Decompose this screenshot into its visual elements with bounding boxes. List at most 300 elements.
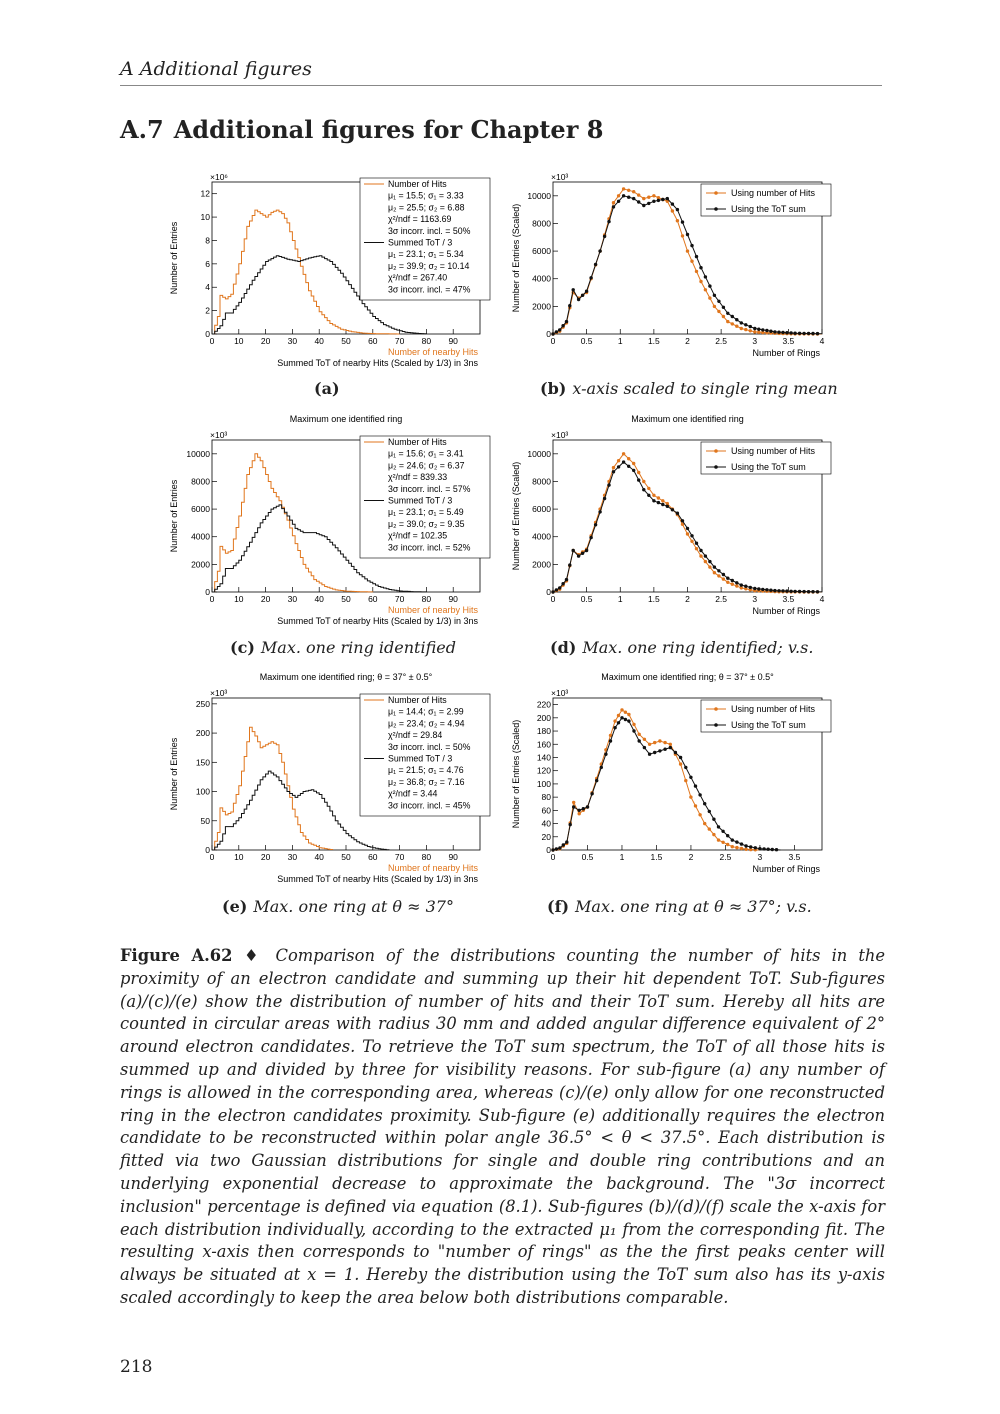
- series-tot-point: [758, 847, 761, 850]
- x-tick-label: 1: [617, 336, 623, 346]
- plot-title: Maximum one identified ring: [631, 414, 744, 424]
- legend-entry: μ₁ = 23.1; σ₁ = 5.34: [388, 249, 464, 260]
- x-tick-label: 3: [752, 336, 758, 346]
- legend-marker: [714, 191, 718, 195]
- x-tick-label: 0: [209, 852, 215, 862]
- y-tick-label: 250: [195, 698, 210, 709]
- series-tot-point: [637, 200, 640, 203]
- y-tick-label: 10000: [527, 448, 551, 459]
- series-hits-point: [652, 194, 655, 197]
- series-tot-point: [689, 776, 692, 779]
- x-tick-label: 70: [394, 852, 405, 862]
- legend-marker: [714, 449, 718, 453]
- series-tot-point: [713, 565, 716, 568]
- legend-entry: μ₁ = 23.1; σ₁ = 5.49: [388, 507, 464, 518]
- series-tot-point: [757, 328, 760, 331]
- x-axis-label-hits: Number of nearby Hits: [387, 605, 478, 615]
- series-tot-point: [577, 554, 580, 557]
- series-tot-point: [769, 330, 772, 333]
- y-tick-label: 0: [205, 587, 210, 597]
- series-hits-point: [679, 762, 682, 765]
- series-tot-point: [749, 586, 752, 589]
- y-tick-label: 160: [536, 739, 551, 750]
- series-tot-point: [740, 842, 743, 845]
- series-tot-point: [793, 590, 796, 593]
- series-tot-point: [582, 807, 585, 810]
- series-tot-point: [669, 746, 672, 749]
- series-tot-point: [726, 834, 729, 837]
- series-hits-point: [698, 813, 701, 816]
- series-tot-point: [721, 830, 724, 833]
- series-tot-point: [572, 805, 575, 808]
- series-tot-point: [773, 589, 776, 592]
- series-tot-point: [699, 549, 702, 552]
- series-tot-point: [607, 483, 610, 486]
- series-tot-point: [569, 823, 572, 826]
- subcaption-b-text: x-axis scaled to single ring mean: [572, 379, 838, 398]
- x-tick-label: 1: [619, 852, 625, 862]
- x-axis-label: Number of Rings: [752, 606, 820, 616]
- series-hits-point: [695, 270, 698, 273]
- y-tick-label: 200: [195, 728, 210, 739]
- series-hits-point: [676, 219, 679, 222]
- series-tot-point: [600, 766, 603, 769]
- series-tot-point: [565, 840, 568, 843]
- figure-panel-f: [510, 670, 840, 888]
- series-tot-point: [753, 587, 756, 590]
- series-hits-point: [717, 838, 720, 841]
- series-tot-point: [690, 244, 693, 247]
- y-tick-label: 120: [536, 765, 551, 776]
- series-hits-point: [704, 288, 707, 291]
- series-tot-point: [757, 587, 760, 590]
- running-head: A Additional figures: [120, 58, 312, 80]
- series-tot-point: [607, 220, 610, 223]
- figure-panel-b: [510, 170, 840, 370]
- series-hits-point: [712, 833, 715, 836]
- series-hits-point: [713, 571, 716, 574]
- series-tot-point: [595, 779, 598, 782]
- x-tick-label: 2: [688, 852, 694, 862]
- series-tot-point: [679, 756, 682, 759]
- y-tick-label: 100: [536, 778, 551, 789]
- y-axis-label: Number of Entries (Scaled): [511, 461, 521, 571]
- series-tot-point: [749, 845, 752, 848]
- x-tick-label: 60: [368, 594, 378, 604]
- series-tot-point: [666, 197, 669, 200]
- series-hits-point: [642, 197, 645, 200]
- series-tot-point: [785, 331, 788, 334]
- caption-lead: Figure A.62 ♦: [120, 946, 265, 965]
- series-tot-point: [622, 460, 625, 463]
- series-tot-point: [627, 196, 630, 199]
- series-tot-point: [753, 327, 756, 330]
- x-tick-label: 50: [341, 336, 351, 346]
- series-hits-point: [686, 249, 689, 252]
- section-title: [120, 115, 613, 144]
- series-tot-line: [553, 718, 781, 850]
- y-tick-label: 60: [541, 805, 551, 816]
- subcaption-e-label: (e): [222, 897, 248, 916]
- series-tot-point: [735, 318, 738, 321]
- x-axis-label: Number of Rings: [752, 348, 820, 358]
- series-hits-point: [735, 584, 738, 587]
- y-tick-label: 50: [200, 815, 210, 826]
- legend-entry: μ₁ = 21.5; σ₁ = 4.76: [388, 765, 464, 776]
- series-tot-point: [765, 329, 768, 332]
- legend-entry: Number of Hits: [388, 695, 447, 705]
- series-tot-point: [585, 290, 588, 293]
- series-tot-line: [553, 196, 822, 334]
- series-tot-point: [589, 276, 592, 279]
- series-hits-point: [642, 480, 645, 483]
- x-tick-label: 3: [752, 594, 758, 604]
- series-tot-point: [777, 589, 780, 592]
- series-hits-point: [684, 779, 687, 782]
- x-tick-label: 30: [287, 594, 298, 604]
- series-tot-point: [681, 519, 684, 522]
- y-tick-label: 0: [205, 329, 210, 339]
- plot-title: Maximum one identified ring; θ = 37° ± 0.5°: [259, 672, 433, 682]
- legend-entry: Number of Hits: [388, 437, 447, 447]
- series-tot-point: [637, 478, 640, 481]
- series-tot-point: [695, 542, 698, 545]
- plot-title: Maximum one identified ring; θ = 37° ± 0.5°: [601, 672, 774, 682]
- y-tick-label: 10000: [186, 448, 210, 459]
- legend-entry: Number of Hits: [388, 179, 447, 189]
- x-tick-label: 1: [617, 594, 623, 604]
- y-tick-label: 6000: [532, 504, 551, 515]
- series-hits-point: [617, 194, 620, 197]
- series-hits-point: [695, 547, 698, 550]
- series-tot-point: [690, 534, 693, 537]
- series-tot-point: [717, 569, 720, 572]
- x-tick-label: 0.5: [580, 336, 593, 346]
- x-tick-label: 50: [341, 852, 351, 862]
- y-tick-label: 180: [536, 726, 551, 737]
- series-hits-point: [632, 723, 635, 726]
- x-tick-label: 10: [234, 336, 244, 346]
- y-tick-label: 220: [536, 699, 551, 710]
- series-tot-point: [638, 739, 641, 742]
- series-tot-point: [798, 332, 801, 335]
- y-axis-label: Number of Entries: [169, 737, 179, 811]
- subcaption-f: [547, 897, 812, 916]
- section-heading: Additional figures for Chapter 8: [173, 115, 604, 144]
- x-tick-label: 4: [819, 594, 825, 604]
- series-tot-point: [648, 753, 651, 756]
- axis-exponent: ×10⁶: [210, 172, 228, 182]
- series-tot-point: [632, 469, 635, 472]
- y-tick-label: 100: [195, 786, 210, 797]
- y-tick-label: 4000: [532, 273, 551, 284]
- legend-entry: μ₂ = 24.6; σ₂ = 6.37: [388, 460, 465, 471]
- x-tick-label: 0: [550, 594, 556, 604]
- series-tot-point: [754, 846, 757, 849]
- series-tot-point: [785, 589, 788, 592]
- series-hits-point: [703, 822, 706, 825]
- x-tick-label: 4: [819, 336, 825, 346]
- series-tot-point: [642, 204, 645, 207]
- x-tick-label: 90: [448, 336, 458, 346]
- series-tot-point: [773, 330, 776, 333]
- series-hits-point: [671, 209, 674, 212]
- series-tot-point: [717, 300, 720, 303]
- series-hits-point: [735, 325, 738, 328]
- series-tot-point: [578, 809, 581, 812]
- series-tot-point: [740, 321, 743, 324]
- subcaption-f-text: Max. one ring at θ ≈ 37°; v.s.: [575, 897, 812, 916]
- series-hits-point: [731, 845, 734, 848]
- series-tot-point: [617, 721, 620, 724]
- y-tick-label: 4: [205, 282, 210, 293]
- figure-panel-d: [510, 412, 840, 630]
- x-tick-label: 1.5: [647, 594, 660, 604]
- x-tick-label: 20: [260, 852, 271, 862]
- axis-exponent: ×10³: [551, 688, 569, 698]
- y-axis-label: Number of Entries: [169, 221, 179, 295]
- series-hits-point: [731, 322, 734, 325]
- y-tick-label: 10: [200, 212, 210, 223]
- header-rule: [120, 85, 882, 86]
- series-tot-point: [798, 590, 801, 593]
- series-hits-point: [627, 457, 630, 460]
- y-tick-label: 4000: [191, 531, 210, 542]
- series-tot-point: [767, 848, 770, 851]
- x-tick-label: 10: [234, 852, 244, 862]
- legend-entry: μ₂ = 39.9; σ₂ = 10.14: [388, 260, 470, 271]
- y-tick-label: 20: [541, 831, 551, 842]
- subcaption-c: [230, 638, 456, 657]
- y-tick-label: 200: [536, 712, 551, 723]
- series-tot-point: [726, 577, 729, 580]
- figure-panel-c: [165, 412, 495, 630]
- subcaption-d: [550, 638, 813, 657]
- series-tot-point: [572, 549, 575, 552]
- x-tick-label: 2.5: [719, 852, 732, 862]
- subcaption-b-label: (b): [540, 379, 567, 398]
- y-tick-label: 12: [200, 188, 210, 199]
- series-hits-point: [699, 280, 702, 283]
- x-tick-label: 40: [314, 336, 324, 346]
- series-hits-point: [663, 741, 666, 744]
- legend-entry: χ²/ndf = 3.44: [388, 788, 438, 799]
- series-hits-point: [653, 741, 656, 744]
- x-tick-label: 1.5: [650, 852, 663, 862]
- x-tick-label: 10: [234, 594, 244, 604]
- series-hits-point: [632, 462, 635, 465]
- x-tick-label: 2: [685, 336, 690, 346]
- x-tick-label: 70: [394, 336, 405, 346]
- series-tot-point: [816, 332, 819, 335]
- series-tot-point: [589, 536, 592, 539]
- series-tot-point: [771, 848, 774, 851]
- series-hits-point: [749, 329, 752, 332]
- series-tot-point: [551, 590, 554, 593]
- subcaption-f-label: (f): [547, 897, 570, 916]
- series-tot-point: [744, 585, 747, 588]
- series-hits-point: [713, 305, 716, 308]
- x-tick-label: 70: [394, 594, 405, 604]
- subcaption-a-label: (a): [314, 379, 340, 398]
- series-tot-point: [620, 716, 623, 719]
- legend-entry: μ₂ = 25.5; σ₂ = 6.88: [388, 202, 465, 213]
- series-tot-point: [802, 590, 805, 593]
- x-tick-label: 60: [368, 852, 378, 862]
- legend-entry: μ₂ = 23.4; σ₂ = 4.94: [388, 718, 465, 729]
- series-tot-point: [740, 583, 743, 586]
- series-hits-point: [647, 196, 650, 199]
- legend-entry: 3σ incorr. incl. = 47%: [388, 284, 471, 295]
- series-hits-point: [647, 487, 650, 490]
- figure-caption: [120, 945, 885, 1310]
- x-tick-label: 1.5: [647, 336, 660, 346]
- series-hits-point: [690, 260, 693, 263]
- x-tick-label: 0: [550, 852, 556, 862]
- y-tick-label: 8000: [532, 476, 551, 487]
- legend-entry: Summed ToT / 3: [388, 753, 453, 764]
- legend-entry: μ₁ = 14.4; σ₁ = 2.99: [388, 706, 464, 717]
- page-number: 218: [120, 1357, 153, 1377]
- series-tot-point: [632, 729, 635, 732]
- legend-entry: Summed ToT / 3: [388, 495, 453, 506]
- series-tot-point: [565, 320, 568, 323]
- legend-entry: Using number of Hits: [731, 704, 816, 714]
- series-hits-point: [652, 494, 655, 497]
- legend-entry: 3σ incorr. incl. = 45%: [388, 800, 471, 811]
- series-tot-point: [717, 825, 720, 828]
- series-tot-point: [735, 581, 738, 584]
- legend-marker: [714, 723, 718, 727]
- series-tot-point: [744, 323, 747, 326]
- legend-marker: [714, 707, 718, 711]
- series-hits-point: [658, 739, 661, 742]
- legend-entry: Using number of Hits: [731, 446, 816, 456]
- legend-entry: μ₂ = 36.8; σ₂ = 7.16: [388, 776, 465, 787]
- series-tot-point: [561, 582, 564, 585]
- x-tick-label: 20: [260, 594, 271, 604]
- series-tot-point: [676, 512, 679, 515]
- series-tot-point: [609, 739, 612, 742]
- legend-entry: 3σ incorr. incl. = 50%: [388, 225, 471, 236]
- series-tot-point: [598, 510, 601, 513]
- x-tick-label: 2: [685, 594, 690, 604]
- series-hits-point: [740, 847, 743, 850]
- axis-exponent: ×10³: [551, 172, 569, 182]
- series-hits-point: [735, 846, 738, 849]
- series-tot-point: [676, 208, 679, 211]
- series-hits-line: [553, 454, 822, 592]
- series-tot-point: [807, 590, 810, 593]
- plot-title: Maximum one identified ring: [289, 414, 403, 424]
- series-tot-point: [642, 488, 645, 491]
- series-tot-point: [558, 586, 561, 589]
- x-tick-label: 2.5: [715, 336, 728, 346]
- series-tot-point: [694, 784, 697, 787]
- series-tot-point: [617, 200, 620, 203]
- subcaption-b: [540, 379, 838, 398]
- x-tick-label: 90: [448, 852, 458, 862]
- series-tot-point: [617, 465, 620, 468]
- series-hits-point: [681, 234, 684, 237]
- series-tot-point: [627, 465, 630, 468]
- series-tot-point: [568, 304, 571, 307]
- series-tot-point: [789, 331, 792, 334]
- x-tick-label: 40: [314, 594, 324, 604]
- legend-entry: χ²/ndf = 29.84: [388, 730, 443, 741]
- x-tick-label: 3.5: [782, 336, 795, 346]
- caption-text: Comparison of the distributions counting the number of hits in the proximity of an electron candidate and summing up their hit dependent ToT. Sub-figures (a)/(c)/(e) show the distribution of number of hits and their ToT sum. Hereby all hits are counted in circular areas with radius 30 mm and added angular difference equivalent of 2° around electron candidates. To retrieve the ToT sum spectrum, the ToT of all those hits is summed up and divided by three for visibility reasons. For sub-figure (a) any number of rings is allowed in the corresponding area, whereas (c)/(e) only allow for one reconstructed ring in the electron candidates proximity. Sub-figure (e) additionally requires the electron candidate to be reconstructed within polar angle 36.5° < θ < 37.5°. Each distribution is fitted via two Gaussian distributions for single and double ring contributions and an underlying exponential decrease to approximate the background. The "3σ incorrect inclusion" percentage is defined via equation (8.1). Sub-figures (b)/(d)/(f) scale the x-axis for each distribution individually, according to the extracted μ₁ from the corresponding fit. The resulting x-axis then corresponds to "number of rings" as the the first peaks center will always be situated at x = 1. Hereby the distribution using the ToT sum also has its y-axis scaled accordingly to keep the area below both distributions comparable.: [120, 946, 885, 1307]
- series-tot-point: [568, 563, 571, 566]
- y-tick-label: 8000: [532, 218, 551, 229]
- series-hits-point: [613, 719, 616, 722]
- y-tick-label: 80: [541, 792, 551, 803]
- series-hits-point: [637, 193, 640, 196]
- y-tick-label: 10000: [527, 190, 551, 201]
- series-tot-point: [565, 578, 568, 581]
- x-axis-label-hits: Number of nearby Hits: [387, 863, 478, 873]
- series-hits-point: [744, 328, 747, 331]
- x-tick-label: 0: [209, 336, 215, 346]
- series-hits-point: [744, 848, 747, 851]
- series-tot-point: [581, 294, 584, 297]
- series-tot-point: [652, 499, 655, 502]
- series-hits-point: [726, 843, 729, 846]
- series-tot-point: [722, 306, 725, 309]
- series-hits-point: [757, 331, 760, 334]
- x-axis-label: Number of Rings: [752, 864, 820, 874]
- series-tot-point: [657, 501, 660, 504]
- series-tot-point: [749, 325, 752, 328]
- series-tot-point: [699, 266, 702, 269]
- series-tot-point: [653, 751, 656, 754]
- x-axis-label-tot: Summed ToT of nearby Hits (Scaled by 1/3) in 3ns: [277, 874, 478, 884]
- x-tick-label: 3.5: [788, 852, 801, 862]
- series-tot-point: [762, 847, 765, 850]
- series-hits-point: [699, 554, 702, 557]
- y-tick-label: 40: [541, 818, 551, 829]
- series-tot-point: [704, 554, 707, 557]
- series-tot-point: [789, 590, 792, 593]
- series-tot-point: [708, 560, 711, 563]
- series-tot-point: [704, 275, 707, 278]
- series-tot-point: [586, 805, 589, 808]
- series-tot-point: [555, 847, 558, 850]
- subcaption-c-text: Max. one ring identified: [260, 638, 456, 657]
- x-tick-label: 80: [421, 852, 432, 862]
- series-tot-point: [657, 199, 660, 202]
- legend-entry: 3σ incorr. incl. = 52%: [388, 542, 471, 553]
- series-tot-point: [647, 202, 650, 205]
- series-hits-point: [690, 540, 693, 543]
- x-tick-label: 30: [287, 336, 298, 346]
- series-tot-point: [585, 549, 588, 552]
- series-tot-point: [698, 793, 701, 796]
- series-tot-point: [686, 233, 689, 236]
- series-tot-point: [781, 331, 784, 334]
- y-axis-label: Number of Entries (Scaled): [511, 203, 521, 313]
- x-tick-label: 80: [421, 594, 432, 604]
- series-hits-point: [578, 812, 581, 815]
- subcaption-d-label: (d): [550, 638, 577, 657]
- series-tot-point: [722, 573, 725, 576]
- x-axis-label-hits: Number of nearby Hits: [387, 347, 478, 357]
- y-tick-label: 0: [546, 329, 551, 339]
- x-tick-label: 30: [287, 852, 298, 862]
- series-tot-point: [712, 818, 715, 821]
- series-tot-point: [781, 589, 784, 592]
- series-tot-point: [695, 255, 698, 258]
